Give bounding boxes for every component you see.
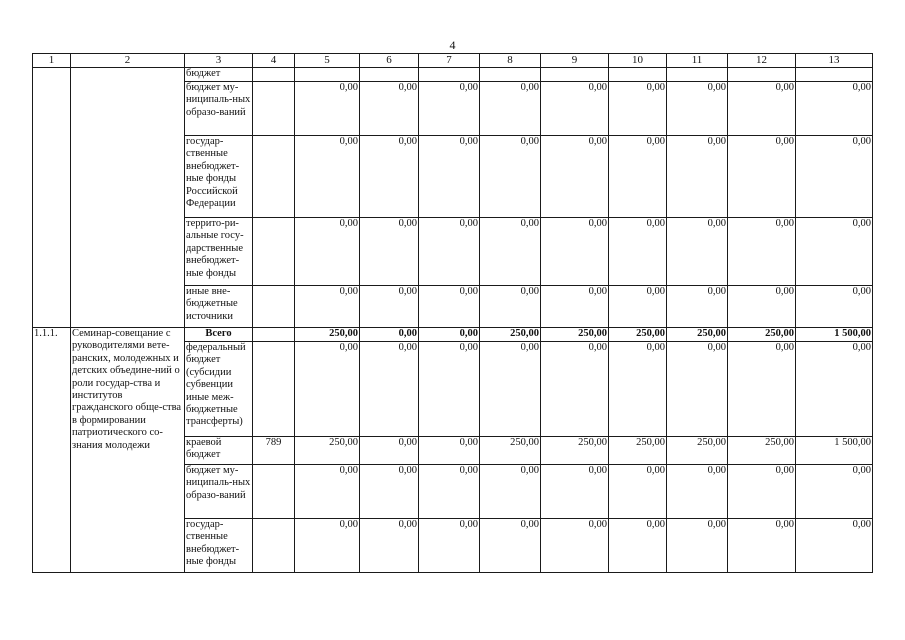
value-cell: 0,00 bbox=[728, 465, 796, 519]
funding-source: государ-ственные внебюджет-ные фонды bbox=[185, 519, 253, 573]
value-cell: 0,00 bbox=[796, 218, 873, 286]
value-cell: 0,00 bbox=[667, 519, 728, 573]
page-number: 4 bbox=[449, 38, 456, 52]
value-cell: 0,00 bbox=[419, 437, 480, 465]
value-cell: 0,00 bbox=[295, 218, 360, 286]
value-cell: 0,00 bbox=[295, 465, 360, 519]
value-cell: 0,00 bbox=[796, 342, 873, 437]
value-cell: 250,00 bbox=[541, 328, 609, 342]
value-cell: 0,00 bbox=[796, 82, 873, 136]
value-cell: 1 500,00 bbox=[796, 437, 873, 465]
value-cell: 0,00 bbox=[796, 465, 873, 519]
activity-number-cell bbox=[33, 68, 71, 328]
value-cell: 0,00 bbox=[480, 519, 541, 573]
value-cell: 250,00 bbox=[667, 437, 728, 465]
activity-title: Семинар-совещание с руководителями вете-ранских, молодежных и детских объедине-ний о роли государ-ства и институтов гражданского обще-ства в формировании патриотического со-знания молодежи bbox=[71, 328, 185, 573]
budget-code bbox=[253, 342, 295, 437]
value-cell: 0,00 bbox=[728, 82, 796, 136]
value-cell: 0,00 bbox=[360, 519, 419, 573]
value-cell: 0,00 bbox=[360, 465, 419, 519]
value-cell: 0,00 bbox=[360, 82, 419, 136]
column-header: 9 bbox=[541, 54, 609, 68]
value-cell: 0,00 bbox=[360, 136, 419, 218]
budget-code bbox=[253, 218, 295, 286]
value-cell: 0,00 bbox=[541, 519, 609, 573]
value-cell: 1 500,00 bbox=[796, 328, 873, 342]
value-cell: 0,00 bbox=[667, 342, 728, 437]
value-cell: 0,00 bbox=[419, 218, 480, 286]
budget-table bbox=[32, 53, 873, 573]
value-cell: 0,00 bbox=[419, 82, 480, 136]
value-cell: 0,00 bbox=[667, 286, 728, 328]
value-cell: 0,00 bbox=[480, 286, 541, 328]
value-cell: 250,00 bbox=[480, 437, 541, 465]
value-cell: 0,00 bbox=[295, 82, 360, 136]
column-header: 3 bbox=[185, 54, 253, 68]
value-cell: 0,00 bbox=[609, 519, 667, 573]
funding-source: государ-ственные внебюджет-ные фонды Российской Федерации bbox=[185, 136, 253, 218]
value-cell: 0,00 bbox=[360, 286, 419, 328]
value-cell: 0,00 bbox=[667, 218, 728, 286]
value-cell: 0,00 bbox=[609, 136, 667, 218]
column-header: 5 bbox=[295, 54, 360, 68]
budget-code bbox=[253, 68, 295, 82]
value-cell: 250,00 bbox=[480, 328, 541, 342]
funding-source: террито-ри-альные госу-дарственные внебюджет-ные фонды bbox=[185, 218, 253, 286]
value-cell: 0,00 bbox=[419, 136, 480, 218]
value-cell: 0,00 bbox=[480, 136, 541, 218]
value-cell: 0,00 bbox=[360, 218, 419, 286]
value-cell: 0,00 bbox=[728, 136, 796, 218]
column-header: 13 bbox=[796, 54, 873, 68]
value-cell: 250,00 bbox=[667, 328, 728, 342]
value-cell: 0,00 bbox=[541, 136, 609, 218]
column-header: 12 bbox=[728, 54, 796, 68]
value-cell: 0,00 bbox=[541, 82, 609, 136]
value-cell: 0,00 bbox=[728, 342, 796, 437]
value-cell: 0,00 bbox=[480, 342, 541, 437]
value-cell: 0,00 bbox=[480, 82, 541, 136]
value-cell: 0,00 bbox=[419, 519, 480, 573]
value-cell: 0,00 bbox=[480, 465, 541, 519]
value-cell: 0,00 bbox=[609, 342, 667, 437]
budget-code bbox=[253, 286, 295, 328]
value-cell: 0,00 bbox=[541, 218, 609, 286]
value-cell: 0,00 bbox=[419, 286, 480, 328]
value-cell: 0,00 bbox=[609, 286, 667, 328]
value-cell: 250,00 bbox=[295, 437, 360, 465]
table-row-total bbox=[33, 328, 873, 342]
funding-source: краевой бюджет bbox=[185, 437, 253, 465]
value-cell: 0,00 bbox=[360, 437, 419, 465]
value-cell: 0,00 bbox=[360, 328, 419, 342]
value-cell: 0,00 bbox=[667, 82, 728, 136]
budget-code bbox=[253, 519, 295, 573]
funding-source: федеральный бюджет (субсидии субвенции иные меж-бюджетные трансферты) bbox=[185, 342, 253, 437]
value-cell: 0,00 bbox=[667, 465, 728, 519]
value-cell: 0,00 bbox=[609, 465, 667, 519]
value-cell: 0,00 bbox=[541, 465, 609, 519]
table-row bbox=[33, 68, 873, 82]
column-header: 4 bbox=[253, 54, 295, 68]
value-cell: 0,00 bbox=[295, 342, 360, 437]
budget-code bbox=[253, 465, 295, 519]
column-number-row bbox=[33, 54, 873, 68]
funding-source: бюджет bbox=[185, 68, 253, 82]
funding-source: иные вне-бюджетные источники bbox=[185, 286, 253, 328]
budget-code bbox=[253, 82, 295, 136]
value-cell: 250,00 bbox=[728, 328, 796, 342]
value-cell: 0,00 bbox=[541, 342, 609, 437]
budget-code: 789 bbox=[253, 437, 295, 465]
budget-code bbox=[253, 328, 295, 342]
funding-source: бюджет му-ниципаль-ных образо-ваний bbox=[185, 465, 253, 519]
value-cell: 250,00 bbox=[609, 328, 667, 342]
value-cell: 0,00 bbox=[419, 342, 480, 437]
column-header: 8 bbox=[480, 54, 541, 68]
value-cell: 0,00 bbox=[419, 465, 480, 519]
value-cell: 0,00 bbox=[295, 136, 360, 218]
value-cell: 0,00 bbox=[728, 218, 796, 286]
value-cell: 0,00 bbox=[796, 286, 873, 328]
value-cell: 250,00 bbox=[609, 437, 667, 465]
value-cell: 0,00 bbox=[796, 519, 873, 573]
column-header: 2 bbox=[71, 54, 185, 68]
value-cell: 250,00 bbox=[541, 437, 609, 465]
value-cell: 0,00 bbox=[295, 286, 360, 328]
column-header: 7 bbox=[419, 54, 480, 68]
value-cell: 0,00 bbox=[796, 136, 873, 218]
column-header: 11 bbox=[667, 54, 728, 68]
table-body bbox=[33, 54, 873, 573]
value-cell: 0,00 bbox=[295, 519, 360, 573]
funding-source: бюджет му-ниципаль-ных образо-ваний bbox=[185, 82, 253, 136]
value-cell: 0,00 bbox=[419, 328, 480, 342]
column-header: 6 bbox=[360, 54, 419, 68]
column-header: 10 bbox=[609, 54, 667, 68]
value-cell: 0,00 bbox=[728, 519, 796, 573]
activity-number: 1.1.1. bbox=[33, 328, 71, 573]
value-cell: 0,00 bbox=[360, 342, 419, 437]
funding-source: Всего bbox=[185, 328, 253, 342]
value-cell: 250,00 bbox=[295, 328, 360, 342]
value-cell: 250,00 bbox=[728, 437, 796, 465]
value-cell: 0,00 bbox=[667, 136, 728, 218]
value-cell: 0,00 bbox=[609, 218, 667, 286]
budget-code bbox=[253, 136, 295, 218]
value-cell: 0,00 bbox=[728, 286, 796, 328]
value-cell: 0,00 bbox=[609, 82, 667, 136]
value-cell: 0,00 bbox=[480, 218, 541, 286]
value-cell: 0,00 bbox=[541, 286, 609, 328]
activity-title-cell bbox=[71, 68, 185, 328]
column-header: 1 bbox=[33, 54, 71, 68]
